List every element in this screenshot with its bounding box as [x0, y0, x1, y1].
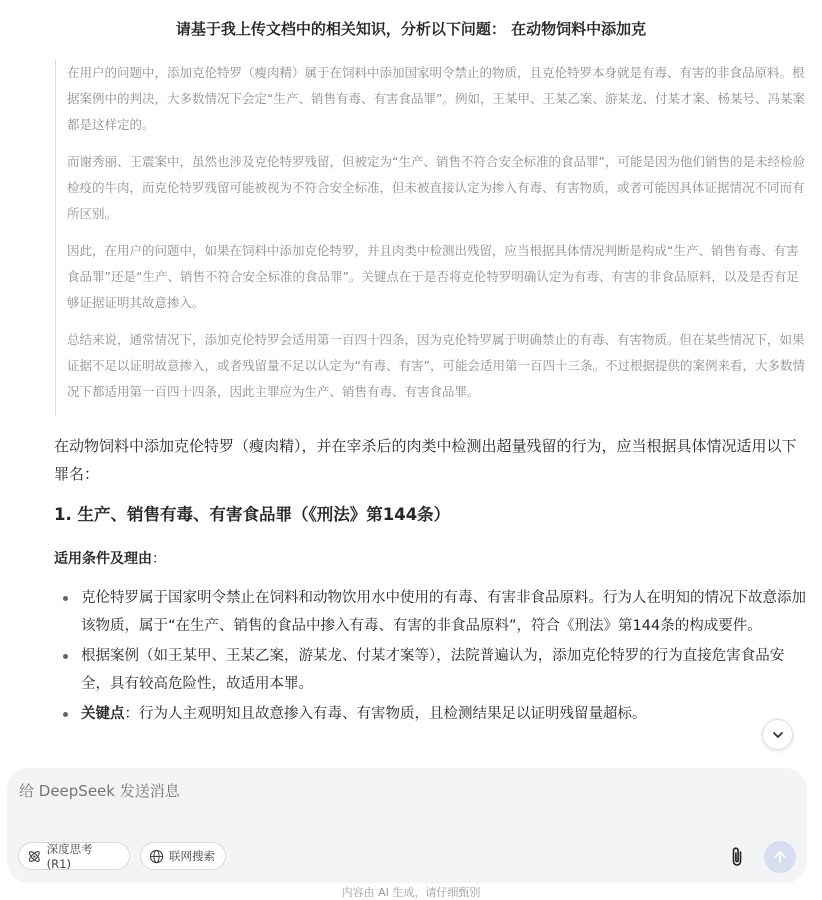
- paperclip-icon: [728, 845, 746, 869]
- list-item: 关键点：行为人主观明知且故意掺入有毒、有害物质，且检测结果足以证明残留量超标。: [54, 700, 806, 728]
- globe-icon: [149, 849, 164, 864]
- ai-disclaimer: 内容由 AI 生成，请仔细甄别: [341, 886, 481, 899]
- list-item: 克伦特罗属于国家明令禁止在饲料和动物饮用水中使用的有毒、有害非食品原料。行为人在明知的情况下故意添加该物质，属于“在生产、销售的食品中掺入有毒、有害的非食品原料”，符合《刑法》第144条的构成要件。: [54, 584, 806, 640]
- web-search-label: 联网搜索: [169, 849, 215, 863]
- answer-heading: 1. 生产、销售有毒、有害食品罪（《刑法》第144条）: [54, 505, 451, 524]
- list-item: 根据案例（如王某甲、王某乙案，游某龙、付某才案等），法院普遍认为，添加克伦特罗的行为直接危害食品安全，具有较高危险性，故适用本罪。: [54, 642, 806, 698]
- deep-think-label: 深度思考 (R1): [46, 842, 93, 871]
- reasoning-paragraph: 因此，在用户的问题中，如果在饲料中添加克伦特罗，并且肉类中检测出残留，应当根据具体情况判断是构成“生产、销售有毒、有害食品罪”还是“生产、销售不符合安全标准的食品罪”。关键点在于是否将克伦特罗明确认定为有毒、有害的非食品原料，以及是否有足够证据证明其故意掺入。: [67, 243, 799, 310]
- reasoning-paragraph: 总结来说，通常情况下，添加克伦特罗会适用第一百四十四条，因为克伦特罗属于明确禁止的有毒、有害物质。但在某些情况下，如果证据不足以证明故意掺入，或者残留量不足以认定为“有毒、有害”，可能会适用第一百四十三条。不过根据提供的案例来看，大多数情况下都适用第一百四十四条，因此主罪应为生产、销售有毒、有害食品罪。: [67, 332, 805, 399]
- scroll-to-bottom-button[interactable]: [762, 719, 793, 750]
- chevron-down-icon: [771, 728, 785, 742]
- answer-bullet-list: [54, 584, 806, 728]
- reasoning-paragraph: 在用户的问题中，添加克伦特罗（瘦肉精）属于在饲料中添加国家明令禁止的物质，且克伦特罗本身就是有毒、有害的非食品原料。根据案例中的判决，大多数情况下会定“生产、销售有毒、有害食品罪”。例如，王某甲、王某乙案、游某龙、付某才案、杨某号、冯某案都是这样定的。: [67, 65, 805, 132]
- conditions-label: 适用条件及理由：: [54, 551, 166, 567]
- user-question: 请基于我上传文档中的相关知识，分析以下问题： 在动物饲料中添加克: [175, 20, 647, 38]
- message-input[interactable]: [19, 782, 719, 800]
- answer-block: [54, 432, 806, 730]
- reasoning-paragraph: 而谢秀丽、王震案中，虽然也涉及克伦特罗残留，但被定为“生产、销售不符合安全标准的食品罪”，可能是因为他们销售的是未经检验检疫的牛肉，而克伦特罗残留可能被视为不符合安全标准，但未被直接认定为掺入有毒、有害物质，或者可能因具体证据情况不同而有所区别。: [67, 154, 805, 221]
- answer-intro: 在动物饲料中添加克伦特罗（瘦肉精），并在宰杀后的肉类中检测出超量残留的行为，应当根据具体情况适用以下罪名：: [54, 437, 797, 483]
- atom-icon: [27, 849, 42, 864]
- deep-think-toggle[interactable]: [18, 842, 130, 870]
- reasoning-block: [55, 60, 807, 416]
- message-composer: [7, 768, 807, 883]
- web-search-toggle[interactable]: [140, 842, 226, 870]
- arrow-up-icon: [772, 849, 788, 865]
- attach-file-button[interactable]: [725, 843, 749, 871]
- send-button[interactable]: [764, 841, 796, 873]
